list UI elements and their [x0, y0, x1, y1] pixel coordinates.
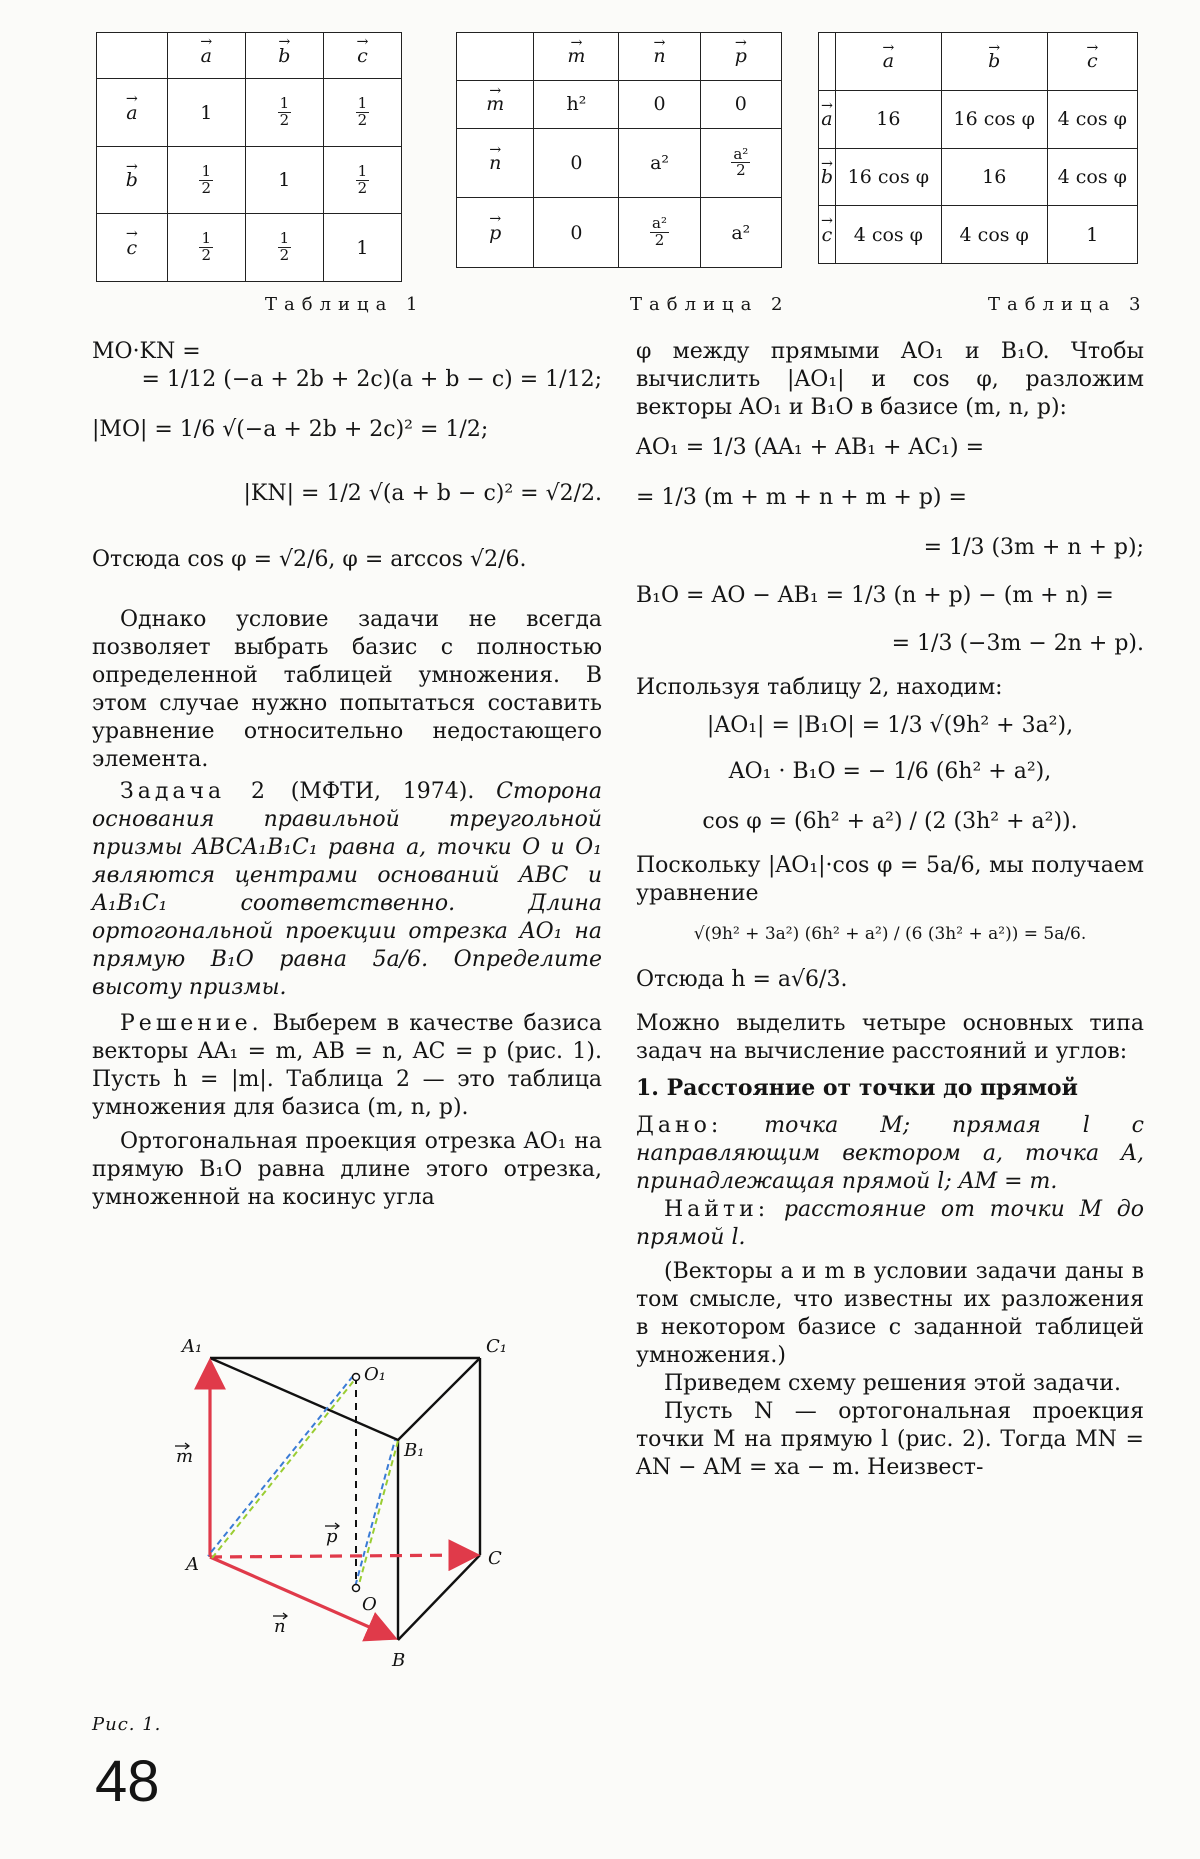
fraction-numerator: 1	[357, 161, 368, 180]
table-row	[819, 148, 1138, 206]
fraction	[278, 231, 292, 264]
task-label: Задача 2	[120, 779, 269, 804]
table-3-caption: Таблица 3	[988, 294, 1148, 315]
table-row-header	[97, 214, 168, 282]
table-header-cell	[534, 33, 619, 81]
fraction	[731, 144, 750, 180]
vector-symbol: → m	[567, 45, 585, 67]
fraction-denominator: 2	[279, 111, 290, 130]
label-a: A	[186, 1554, 199, 1575]
fraction	[356, 161, 370, 197]
cell-value: 0	[570, 151, 583, 174]
formula-ao1: AO₁ = 1/3 (AA₁ + AB₁ + AC₁) =	[636, 435, 985, 460]
table-row-header	[457, 80, 534, 128]
table-header-cell	[1047, 33, 1137, 91]
vector-symbol: → m	[486, 93, 504, 115]
multiplication-table-1	[96, 32, 402, 282]
formula-dot-product: AO₁ · B₁O = − 1/6 (6h² + a²),	[728, 759, 1052, 784]
given-text: точка M; прямая l с направляющим вектором a, точка A, принадлежащая прямой l; AM = m.	[636, 1113, 1144, 1194]
label-c1: C₁	[486, 1336, 507, 1357]
cell-value: 4 cos φ	[853, 223, 923, 246]
paragraph-projection-n: Пусть N — ортогональная проекция точки M на прямую l (рис. 2). Тогда MN = AN − AM = xa − m. Неизвест-	[636, 1399, 1144, 1480]
multiplication-table-3	[818, 32, 1138, 264]
cell-value: 1	[278, 169, 291, 192]
cell-value: 1	[1086, 223, 1099, 246]
label-c: C	[488, 1548, 502, 1569]
table-header-cell	[619, 33, 700, 81]
table-row-header	[819, 148, 836, 206]
table-cell	[941, 90, 1047, 148]
find	[636, 1196, 1144, 1252]
table-header-cell	[835, 33, 941, 91]
fraction-numerator: 1	[201, 229, 212, 248]
table-cell	[619, 80, 700, 128]
table-row	[457, 198, 782, 268]
formula-ao1-step: = 1/3 (m + m + n + m + p) =	[636, 485, 967, 510]
table-cell	[167, 146, 245, 214]
multiplication-table-2	[456, 32, 782, 268]
fraction-denominator: 2	[279, 246, 290, 265]
table-cell	[323, 214, 401, 282]
formula-mo-length: |MO| = 1/6 √(−a + 2b + 2c)² = 1/2;	[92, 417, 489, 442]
table-cell	[941, 148, 1047, 206]
formula-h: Отсюда h = a√6/3.	[636, 967, 848, 992]
paragraph-scheme: Приведем схему решения этой задачи.	[664, 1371, 1121, 1396]
formula-equation: √(9h² + 3a²) (6h² + a²) / (6 (3h² + a²)) = 5a/6.	[693, 924, 1087, 944]
table-header-cell	[167, 33, 245, 79]
vector-symbol: → a	[201, 45, 212, 67]
label-p: p	[326, 1526, 338, 1547]
vector-p	[210, 1555, 474, 1557]
vector-symbol: → n	[653, 45, 665, 67]
table-cell	[1047, 90, 1137, 148]
cell-value: 0	[570, 221, 583, 244]
vector-symbol: → c	[357, 45, 368, 67]
table-row	[457, 80, 782, 128]
fraction-denominator: 2	[201, 178, 212, 197]
table-cell	[619, 198, 700, 268]
vector-symbol: → b	[821, 166, 833, 188]
task-source: (МФТИ, 1974).	[268, 779, 497, 804]
label-o: O	[362, 1594, 377, 1615]
given-label: Дано:	[636, 1113, 723, 1138]
solution	[92, 1010, 602, 1122]
vector-symbol: → p	[735, 45, 747, 67]
table-cell	[700, 80, 781, 128]
vector-symbol: → a	[126, 102, 137, 124]
cell-value: a²	[731, 221, 751, 244]
vector-symbol: → b	[126, 169, 138, 191]
cell-value: 16 cos φ	[847, 165, 930, 188]
point-o	[353, 1585, 360, 1592]
paragraph-basis-note: Однако условие задачи не всегда позволяет выбрать базис с полностью определенной таблицей умножения. В этом случае нужно попытаться составить уравнение относительно недостающего элемента.	[92, 607, 602, 772]
table-cell	[700, 128, 781, 198]
table-cell	[835, 90, 941, 148]
table-row	[819, 90, 1138, 148]
table-cell	[835, 148, 941, 206]
formula-cos-phi: Отсюда cos φ = √2/6, φ = arccos √2/6.	[92, 547, 527, 572]
fraction-denominator: 2	[357, 178, 368, 197]
table-cell	[619, 128, 700, 198]
table-cell	[323, 146, 401, 214]
vector-symbol: → n	[489, 152, 501, 174]
table-cell	[1047, 206, 1137, 264]
vector-symbol: → b	[988, 50, 1000, 72]
label-n: n	[274, 1616, 286, 1637]
fraction-denominator: 2	[654, 231, 665, 250]
segment-b1o-blue	[355, 1440, 395, 1587]
paragraph-projection: Ортогональная проекция отрезка AO₁ на прямую B₁O равна длине этого отрезка, умноженной на косинус угла	[92, 1129, 602, 1210]
fraction	[278, 96, 292, 129]
table-row	[97, 79, 402, 147]
formula-lengths: |AO₁| = |B₁O| = 1/3 √(9h² + 3a²),	[706, 713, 1074, 738]
label-b: B	[392, 1650, 406, 1671]
fraction-numerator: 1	[201, 161, 212, 180]
find-label: Найти:	[664, 1197, 770, 1222]
table-corner-cell	[97, 33, 168, 79]
cell-value: 16	[876, 108, 901, 131]
fraction-numerator: 1	[279, 229, 290, 248]
task-2	[92, 778, 602, 1002]
table-header-cell	[245, 33, 323, 79]
table-cell	[700, 198, 781, 268]
label-o1: O₁	[364, 1364, 386, 1385]
paragraph-using-table: Используя таблицу 2, находим:	[636, 675, 1003, 700]
table-header-row	[819, 33, 1138, 91]
table-row	[457, 128, 782, 198]
table-header-row	[457, 33, 782, 81]
cell-value: 1	[200, 101, 213, 124]
cell-value: 4 cos φ	[959, 223, 1029, 246]
fraction-numerator: 1	[357, 94, 368, 113]
table-row-header	[97, 146, 168, 214]
label-m: m	[176, 1446, 194, 1467]
given	[636, 1112, 1144, 1196]
fraction	[199, 161, 213, 197]
edge-b1-c1	[398, 1358, 480, 1440]
point-o1	[353, 1374, 360, 1381]
fraction-numerator: 1	[279, 94, 290, 113]
fraction	[199, 231, 213, 264]
formula-b1o: B₁O = AO − AB₁ = 1/3 (n + p) − (m + n) =	[636, 583, 1114, 608]
table-row-header	[819, 90, 836, 148]
table-cell	[835, 206, 941, 264]
vector-symbol: → c	[822, 224, 833, 246]
table-row-header	[457, 128, 534, 198]
vector-symbol: → a	[883, 50, 894, 72]
find-text: расстояние от точки M до прямой l.	[636, 1197, 1144, 1250]
vector-symbol: → c	[127, 237, 138, 259]
vector-symbol: → b	[278, 45, 290, 67]
formula-mo-kn-value: = 1/12 (−a + 2b + 2c)(a + b − c) = 1/12;	[141, 367, 602, 392]
table-row-header	[457, 198, 534, 268]
table-cell	[167, 214, 245, 282]
label-b1: B₁	[404, 1440, 425, 1461]
fraction-numerator: a²	[652, 214, 668, 233]
table-header-cell	[941, 33, 1047, 91]
fraction-denominator: 2	[201, 246, 212, 265]
left-column	[92, 338, 602, 1212]
cell-value: 0	[734, 93, 747, 116]
table-cell	[534, 80, 619, 128]
table-corner-cell	[457, 33, 534, 81]
paragraph-equation: Поскольку |AO₁|·cos φ = 5a/6, мы получаем уравнение	[636, 853, 1144, 906]
cell-value: 16 cos φ	[953, 108, 1035, 131]
vector-symbol: → a	[821, 108, 832, 130]
table-cell	[323, 79, 401, 147]
cell-value: 4 cos φ	[1057, 108, 1127, 131]
table-cell	[534, 198, 619, 268]
task-text: Сторона основания правильной треугольной призмы ABCA₁B₁C₁ равна a, точки O и O₁ являются центрами оснований ABC и A₁B₁C₁ соответственно. Длина ортогональной проекции отрезка AO₁ на прямую B₁O равна 5a/6. Определите высоту призмы.	[92, 779, 602, 1000]
table-header-cell	[700, 33, 781, 81]
table-header-cell	[323, 33, 401, 79]
table-cell	[941, 206, 1047, 264]
vector-symbol: → c	[1087, 50, 1098, 72]
table-row-header	[819, 206, 836, 264]
solution-label: Решение.	[120, 1011, 263, 1036]
cell-value: h²	[566, 93, 587, 116]
table-corner-cell	[819, 33, 836, 91]
table-cell	[245, 146, 323, 214]
prism-figure	[120, 1320, 520, 1680]
cell-value: 16	[982, 165, 1007, 188]
formula-ao1-result: = 1/3 (3m + n + p);	[923, 535, 1144, 560]
table-row-header	[97, 79, 168, 147]
right-column	[636, 338, 1144, 1482]
solution-text: Выберем в качестве базиса векторы AA₁ = m, AB = n, AC = p (рис. 1). Пусть h = |m|. Таблица 2 — это таблица умножения для базиса (m, n, p).	[92, 1011, 602, 1120]
fraction-denominator: 2	[357, 111, 368, 130]
fraction-numerator: a²	[733, 144, 749, 163]
fraction	[356, 96, 370, 129]
figure-caption: Рис. 1.	[92, 1714, 162, 1735]
table-row	[819, 206, 1138, 264]
table-1-caption: Таблица 1	[265, 294, 425, 315]
label-a1: A₁	[182, 1336, 203, 1357]
formula-b1o-result: = 1/3 (−3m − 2n + p).	[891, 631, 1144, 656]
segment-b1o-green	[358, 1441, 398, 1588]
edge-b-c	[398, 1555, 480, 1640]
paragraph-vectors-note: (Векторы a и m в условии задачи даны в том смысле, что известны их разложения в некотором базисе с заданной таблицей умножения.)	[636, 1259, 1144, 1368]
formula-mo-kn: MO·KN =	[92, 339, 201, 364]
vector-symbol: → p	[489, 222, 501, 244]
paragraph-four-types: Можно выделить четыре основных типа задач на вычисление расстояний и углов:	[636, 1011, 1144, 1064]
cell-value: 4 cos φ	[1057, 165, 1127, 188]
table-2-caption: Таблица 2	[630, 294, 790, 315]
cell-value: a²	[650, 151, 670, 174]
table-header-row	[97, 33, 402, 79]
formula-cos: cos φ = (6h² + a²) / (2 (3h² + a²)).	[702, 809, 1078, 834]
fraction	[650, 216, 669, 249]
cell-value: 1	[356, 236, 369, 259]
fraction-denominator: 2	[736, 161, 746, 180]
table-cell	[245, 79, 323, 147]
page-number: 48	[95, 1749, 160, 1814]
table-cell	[534, 128, 619, 198]
formula-kn-length: |KN| = 1/2 √(a + b − c)² = √2/2.	[243, 481, 602, 506]
cell-value: 0	[653, 93, 666, 116]
section-heading: 1. Расстояние от точки до прямой	[636, 1075, 1078, 1101]
table-cell	[245, 214, 323, 282]
table-cell	[1047, 148, 1137, 206]
table-row	[97, 146, 402, 214]
paragraph-angle: φ между прямыми AO₁ и B₁O. Чтобы вычислить |AO₁| и cos φ, разложим векторы AO₁ и B₁O в базисе (m, n, p):	[636, 339, 1144, 420]
table-cell	[167, 79, 245, 147]
table-row	[97, 214, 402, 282]
